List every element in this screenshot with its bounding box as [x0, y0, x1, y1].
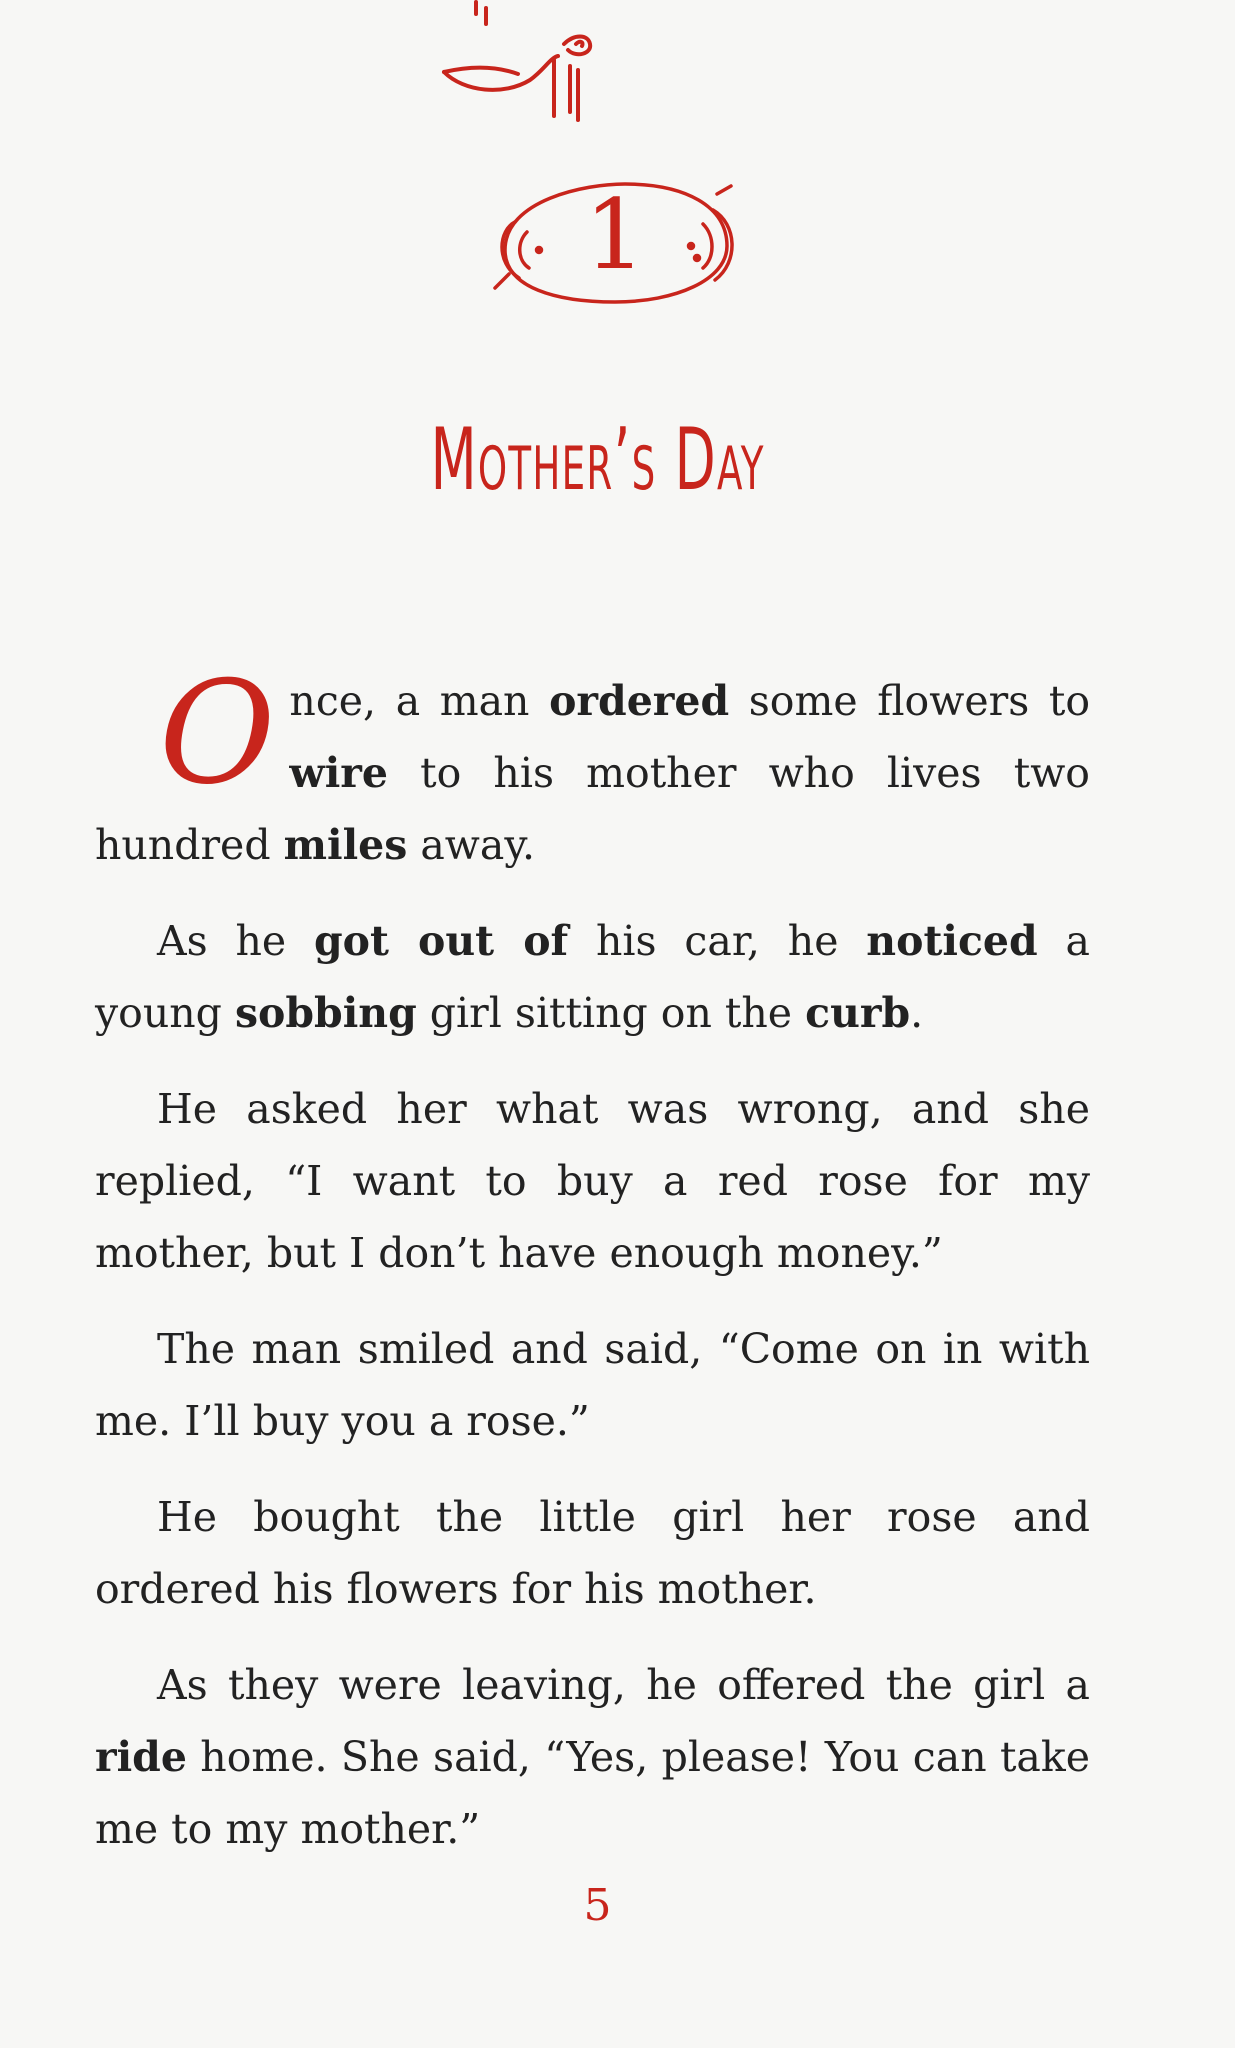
story-text — [95, 651, 1091, 1889]
page-number: 5 — [583, 1880, 612, 1931]
paragraph-4: The man smiled and said, “Come on in with me. I’ll buy you a rose.” — [95, 1325, 1090, 1445]
text-run: his car, he — [568, 917, 867, 965]
vocab-word: got out of — [314, 917, 569, 965]
chapter-number: 1 — [584, 179, 646, 291]
paragraph-6 — [95, 1649, 1090, 1865]
paragraph-2 — [95, 905, 1090, 1049]
text-run: a young — [95, 917, 1090, 1037]
paragraph-3: He asked her what was wrong, and she replied, “I want to buy a red rose for my mother, but I don’t have enough money.” — [95, 1085, 1090, 1277]
text-run: nce, a man — [289, 677, 550, 725]
paragraph-1 — [95, 651, 1091, 881]
text-run: girl sitting on the — [416, 989, 806, 1037]
paragraph-5: He bought the little girl her rose and ordered his flowers for his mother. — [95, 1493, 1090, 1613]
text-run: home. She said, “Yes, please! You can take me to my mother.” — [95, 1733, 1090, 1853]
chapter-title: Mother’s Day — [430, 410, 765, 510]
vocab-word: wire — [289, 749, 388, 797]
text-run: As they were leaving, he offered the girl a — [157, 1661, 1090, 1709]
chapter-emblem — [465, 150, 765, 320]
text-run: to his mother who lives two hundred — [95, 749, 1090, 869]
vocab-word: noticed — [866, 917, 1038, 965]
text-run: . — [910, 989, 924, 1037]
vocab-word: sobbing — [234, 989, 417, 1037]
text-run: As he — [157, 917, 314, 965]
drop-cap: O — [159, 651, 276, 816]
ornament-icon — [400, 0, 660, 130]
vocab-word: ordered — [549, 677, 730, 725]
vocab-word: curb — [805, 989, 911, 1037]
text-run: some flowers to — [729, 677, 1091, 725]
vocab-word: ride — [95, 1733, 187, 1781]
text-run: away. — [407, 821, 536, 869]
vocab-word: miles — [283, 821, 408, 869]
